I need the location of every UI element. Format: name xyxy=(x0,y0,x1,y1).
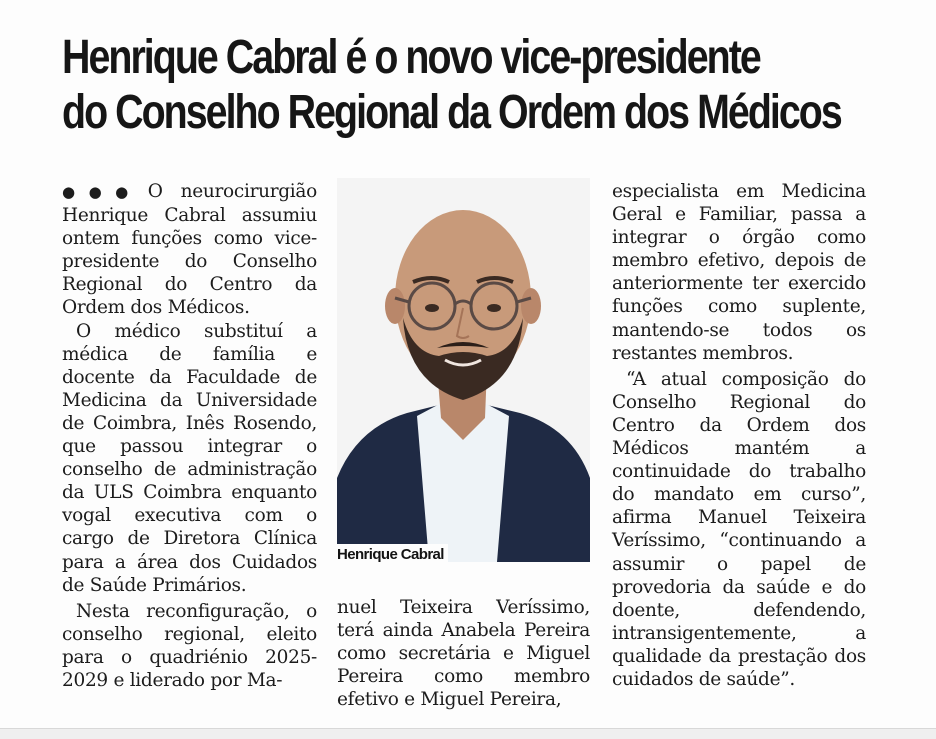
photo-caption: Henrique Cabral xyxy=(337,544,448,565)
paragraph-2: O médico substituí a médica de família e docente da Faculdade de Medicina da Universidade de Coimbra, Inês Rosendo, que passou integrar o conselho de administração da ULS Coimbra enquanto vogal executiva com o cargo de Diretora Clínica para a área dos Cuidados de Saúde Primários. xyxy=(62,320,317,596)
headline-line-2: do Conselho Regional da Ordem dos Médicos xyxy=(62,86,841,139)
headline-line-1: Henrique Cabral é o novo vice-presidente xyxy=(62,31,760,84)
paragraph-5-quote: “A atual composição do Conselho Regional do Centro da Ordem dos Médicos mantém a continuidade do trabalho do mandato em curso”, afirma Manuel Teixeira Veríssimo, “continuando a assumir o papel de provedoria da saúde e do doente, defendendo, intransigentemente, a qualidade da prestação dos cuidados de saúde”. xyxy=(612,368,866,690)
column-2-text: nuel Teixeira Veríssimo, terá ainda Anabela Pereira como secretária e Miguel Pereira como membro efetivo e Miguel Pereira, xyxy=(337,597,590,711)
lead-marker: ●●● xyxy=(62,183,142,201)
article-column-1 xyxy=(62,180,317,692)
paragraph-3: Nesta reconfiguração, o conselho regional, eleito para o quadriénio 2025-2029 e liderado por Ma- xyxy=(62,600,317,691)
portrait-illustration xyxy=(337,178,590,562)
paragraph-4: especialista em Medicina Geral e Familiar, passa a integrar o órgão como membro efetivo, depois de anteriormente ter exercido funções como suplente, mantendo-se todos os restantes membros. xyxy=(612,181,866,364)
article-column-2 xyxy=(337,596,590,711)
page-bottom-edge xyxy=(0,728,936,739)
article-headline xyxy=(62,30,841,140)
lead-text: O neurocirurgião Henrique Cabral assumiu ontem funções como vice-presidente do Conselho Regional do Centro da Ordem dos Médicos. xyxy=(62,181,317,319)
lead-paragraph xyxy=(62,180,317,320)
portrait-photo xyxy=(337,178,590,562)
article-column-3 xyxy=(612,180,866,691)
